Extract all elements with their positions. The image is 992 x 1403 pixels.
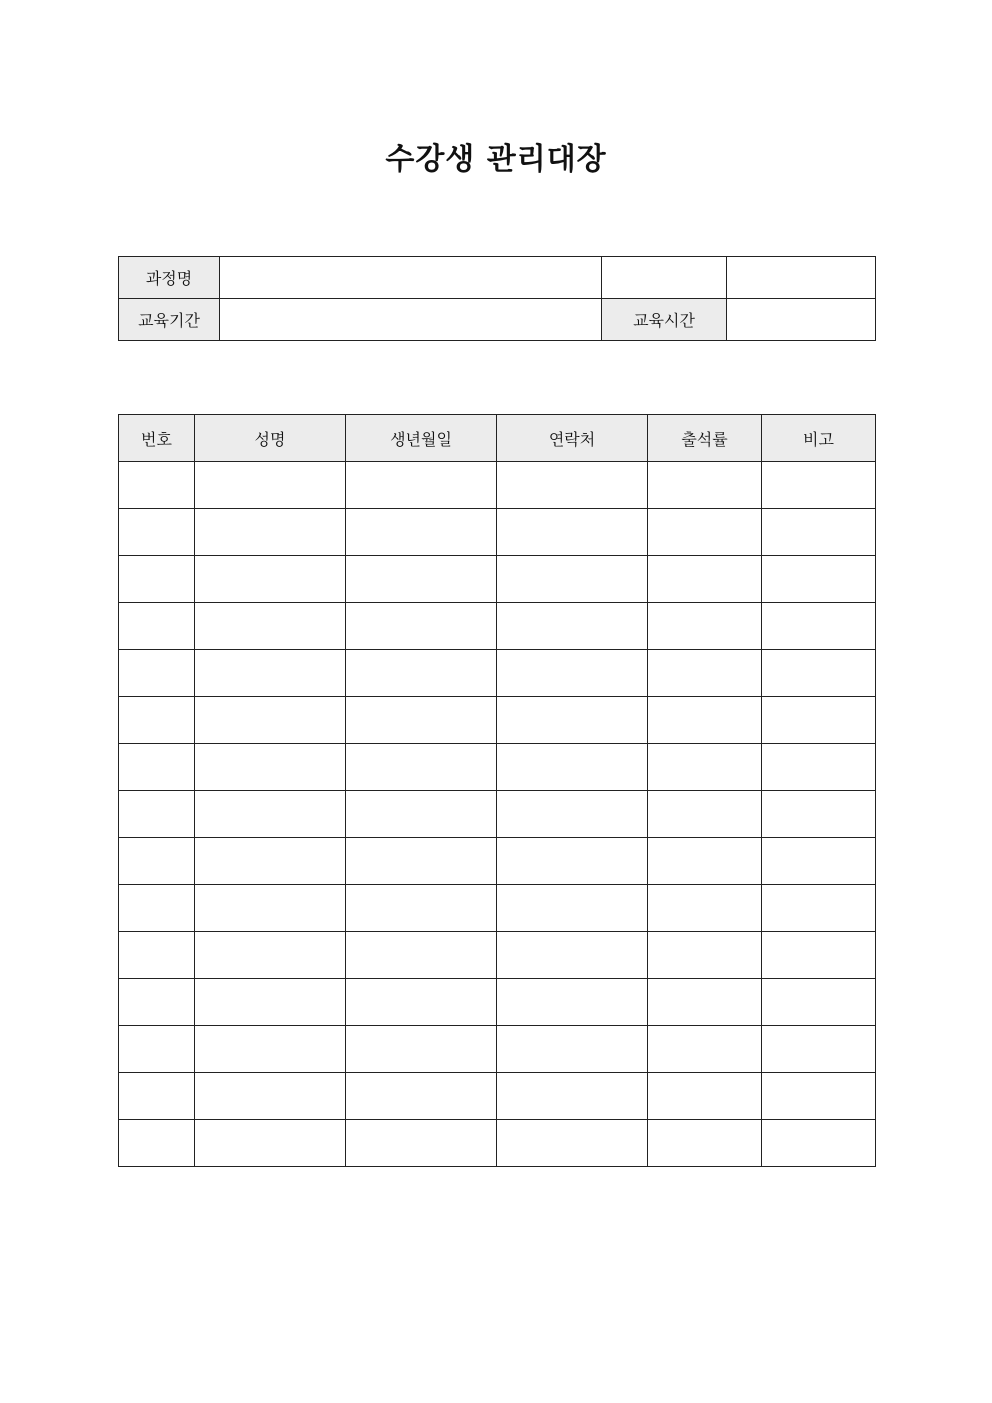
- cell-remarks[interactable]: [762, 650, 876, 697]
- cell-birthdate[interactable]: [346, 979, 497, 1026]
- cell-birthdate[interactable]: [346, 932, 497, 979]
- cell-birthdate[interactable]: [346, 1026, 497, 1073]
- cell-number[interactable]: [119, 932, 195, 979]
- cell-remarks[interactable]: [762, 697, 876, 744]
- cell-name[interactable]: [195, 932, 346, 979]
- cell-attendance[interactable]: [648, 885, 762, 932]
- cell-remarks[interactable]: [762, 603, 876, 650]
- cell-contact[interactable]: [497, 556, 648, 603]
- cell-number[interactable]: [119, 1073, 195, 1120]
- cell-birthdate[interactable]: [346, 462, 497, 509]
- cell-remarks[interactable]: [762, 1073, 876, 1120]
- cell-name[interactable]: [195, 838, 346, 885]
- cell-number[interactable]: [119, 650, 195, 697]
- course-period-label: 교육기간: [119, 299, 220, 341]
- cell-number[interactable]: [119, 462, 195, 509]
- table-row: [119, 932, 876, 979]
- course-period-field[interactable]: [220, 299, 602, 341]
- cell-name[interactable]: [195, 791, 346, 838]
- cell-number[interactable]: [119, 885, 195, 932]
- cell-contact[interactable]: [497, 932, 648, 979]
- course-hours-field[interactable]: [727, 299, 876, 341]
- table-row: [119, 462, 876, 509]
- cell-contact[interactable]: [497, 509, 648, 556]
- cell-attendance[interactable]: [648, 979, 762, 1026]
- cell-contact[interactable]: [497, 1073, 648, 1120]
- course-info-row: [119, 257, 876, 299]
- table-row: [119, 791, 876, 838]
- column-header-number: 번호: [119, 415, 195, 462]
- cell-attendance[interactable]: [648, 697, 762, 744]
- table-row: [119, 650, 876, 697]
- cell-remarks[interactable]: [762, 932, 876, 979]
- table-row: [119, 509, 876, 556]
- cell-remarks[interactable]: [762, 979, 876, 1026]
- cell-name[interactable]: [195, 744, 346, 791]
- cell-number[interactable]: [119, 697, 195, 744]
- cell-contact[interactable]: [497, 697, 648, 744]
- cell-attendance[interactable]: [648, 744, 762, 791]
- cell-name[interactable]: [195, 697, 346, 744]
- table-row: [119, 979, 876, 1026]
- cell-name[interactable]: [195, 509, 346, 556]
- cell-attendance[interactable]: [648, 1120, 762, 1167]
- cell-name[interactable]: [195, 462, 346, 509]
- column-header-contact: 연락처: [497, 415, 648, 462]
- cell-number[interactable]: [119, 509, 195, 556]
- cell-number[interactable]: [119, 791, 195, 838]
- cell-remarks[interactable]: [762, 744, 876, 791]
- cell-contact[interactable]: [497, 603, 648, 650]
- cell-attendance[interactable]: [648, 1073, 762, 1120]
- cell-name[interactable]: [195, 1073, 346, 1120]
- cell-birthdate[interactable]: [346, 603, 497, 650]
- cell-contact[interactable]: [497, 1120, 648, 1167]
- cell-attendance[interactable]: [648, 603, 762, 650]
- table-row: [119, 1026, 876, 1073]
- table-row: [119, 744, 876, 791]
- cell-contact[interactable]: [497, 462, 648, 509]
- cell-name[interactable]: [195, 885, 346, 932]
- cell-contact[interactable]: [497, 1026, 648, 1073]
- cell-contact[interactable]: [497, 744, 648, 791]
- cell-birthdate[interactable]: [346, 791, 497, 838]
- cell-name[interactable]: [195, 1120, 346, 1167]
- extra-field-label[interactable]: [602, 257, 727, 299]
- cell-remarks[interactable]: [762, 791, 876, 838]
- cell-remarks[interactable]: [762, 556, 876, 603]
- cell-attendance[interactable]: [648, 1026, 762, 1073]
- cell-name[interactable]: [195, 1026, 346, 1073]
- cell-number[interactable]: [119, 556, 195, 603]
- cell-number[interactable]: [119, 979, 195, 1026]
- cell-contact[interactable]: [497, 838, 648, 885]
- table-row: [119, 885, 876, 932]
- cell-remarks[interactable]: [762, 462, 876, 509]
- cell-remarks[interactable]: [762, 885, 876, 932]
- cell-number[interactable]: [119, 838, 195, 885]
- student-roster-table: [118, 414, 876, 1167]
- cell-contact[interactable]: [497, 650, 648, 697]
- cell-birthdate[interactable]: [346, 1073, 497, 1120]
- cell-birthdate[interactable]: [346, 744, 497, 791]
- course-info-row: [119, 299, 876, 341]
- cell-birthdate[interactable]: [346, 885, 497, 932]
- cell-attendance[interactable]: [648, 791, 762, 838]
- cell-attendance[interactable]: [648, 650, 762, 697]
- cell-remarks[interactable]: [762, 838, 876, 885]
- cell-birthdate[interactable]: [346, 697, 497, 744]
- cell-attendance[interactable]: [648, 838, 762, 885]
- cell-name[interactable]: [195, 556, 346, 603]
- course-name-label: 과정명: [119, 257, 220, 299]
- roster-body: [119, 462, 876, 1167]
- column-header-name: 성명: [195, 415, 346, 462]
- cell-birthdate[interactable]: [346, 838, 497, 885]
- cell-number[interactable]: [119, 1026, 195, 1073]
- table-row: [119, 603, 876, 650]
- page-title: 수강생 관리대장: [385, 142, 607, 177]
- cell-contact[interactable]: [497, 979, 648, 1026]
- cell-attendance[interactable]: [648, 509, 762, 556]
- cell-attendance[interactable]: [648, 932, 762, 979]
- cell-contact[interactable]: [497, 885, 648, 932]
- cell-contact[interactable]: [497, 791, 648, 838]
- cell-name[interactable]: [195, 979, 346, 1026]
- column-header-birthdate: 생년월일: [346, 415, 497, 462]
- column-header-remarks: 비고: [762, 415, 876, 462]
- cell-attendance[interactable]: [648, 462, 762, 509]
- cell-birthdate[interactable]: [346, 1120, 497, 1167]
- cell-name[interactable]: [195, 603, 346, 650]
- cell-number[interactable]: [119, 744, 195, 791]
- cell-number[interactable]: [119, 1120, 195, 1167]
- column-header-attendance: 출석률: [648, 415, 762, 462]
- cell-birthdate[interactable]: [346, 556, 497, 603]
- cell-birthdate[interactable]: [346, 650, 497, 697]
- course-info-table: [118, 256, 876, 341]
- cell-number[interactable]: [119, 603, 195, 650]
- cell-name[interactable]: [195, 650, 346, 697]
- cell-remarks[interactable]: [762, 1120, 876, 1167]
- table-row: [119, 697, 876, 744]
- table-row: [119, 556, 876, 603]
- table-row: [119, 1073, 876, 1120]
- table-row: [119, 1120, 876, 1167]
- course-name-field[interactable]: [220, 257, 602, 299]
- extra-field[interactable]: [727, 257, 876, 299]
- course-hours-label: 교육시간: [602, 299, 727, 341]
- cell-attendance[interactable]: [648, 556, 762, 603]
- cell-remarks[interactable]: [762, 509, 876, 556]
- cell-birthdate[interactable]: [346, 509, 497, 556]
- roster-header-row: [119, 415, 876, 462]
- table-row: [119, 838, 876, 885]
- cell-remarks[interactable]: [762, 1026, 876, 1073]
